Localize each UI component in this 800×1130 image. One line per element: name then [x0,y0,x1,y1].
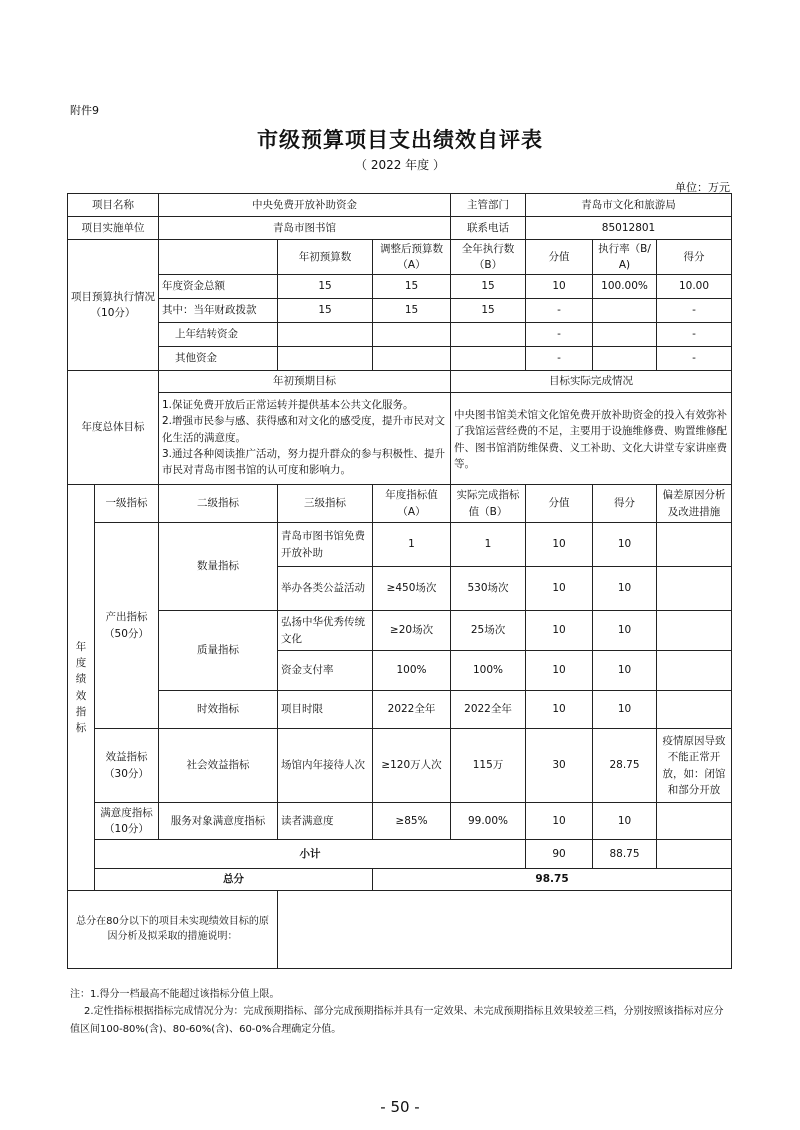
indicator-row [68,729,732,803]
indicator-actual: 1 [451,523,526,567]
indicator-score: 10 [593,691,657,729]
budget-row-name: 上年结转资金 [159,323,278,347]
budget-row-score: - [657,299,732,323]
subtotal-score-value: 90 [526,840,593,869]
indicator-name: 弘扬中华优秀传统文化 [278,611,373,651]
budget-row-score: - [657,323,732,347]
budget-row-score: 10.00 [657,275,732,299]
unit-label: 单位：万元 [675,181,730,194]
subtotal-score: 88.75 [593,840,657,869]
indicator-score-value: 10 [526,611,593,651]
budget-row-rate [593,323,657,347]
department-label: 主管部门 [451,194,526,217]
indicator-header-level2: 二级指标 [159,485,278,523]
budget-row-executed [451,323,526,347]
impl-unit-label: 项目实施单位 [68,217,159,240]
budget-header-blank [159,240,278,275]
indicator-target: ≥450场次 [373,567,451,611]
indicator-score: 10 [593,567,657,611]
social-benefit-label: 社会效益指标 [159,729,278,803]
expected-goal-item: 1.保证免费开放后正常运转并提供基本公共文化服务。 [162,399,414,411]
budget-row-rate [593,299,657,323]
indicator-row [68,611,732,651]
indicator-header-actual: 实际完成指标值（B） [451,485,526,523]
actual-goals-header: 目标实际完成情况 [451,371,732,393]
indicator-name: 举办各类公益活动 [278,567,373,611]
attachment-label: 附件9 [70,104,99,117]
project-name-label: 项目名称 [68,194,159,217]
budget-row-initial [278,323,373,347]
indicator-actual: 530场次 [451,567,526,611]
expected-goals-header: 年初预期目标 [159,371,451,393]
benefit-indicator-label: 效益指标（30分） [95,729,159,803]
indicator-target: ≥120万人次 [373,729,451,803]
indicator-row [68,803,732,840]
budget-row-executed [451,347,526,371]
indicator-actual: 99.00% [451,803,526,840]
indicator-name: 资金支付率 [278,651,373,691]
indicator-score-value: 10 [526,691,593,729]
budget-row-adjusted [373,323,451,347]
indicator-target: 2022全年 [373,691,451,729]
budget-row-score-value: 10 [526,275,593,299]
budget-row-executed: 15 [451,299,526,323]
budget-section-label: 项目预算执行情况（10分） [68,240,159,371]
indicator-deviation: 疫情原因导致不能正常开放，如：闭馆和部分开放 [657,729,732,803]
indicator-deviation [657,567,732,611]
reason-value [278,891,732,969]
indicator-score-value: 10 [526,523,593,567]
indicator-score: 10 [593,611,657,651]
indicator-header-score-value: 分值 [526,485,593,523]
indicator-score: 28.75 [593,729,657,803]
indicator-actual: 100% [451,651,526,691]
indicator-score: 10 [593,523,657,567]
output-indicator-label: 产出指标（50分） [95,523,159,729]
indicator-deviation [657,691,732,729]
budget-row-score: - [657,347,732,371]
subtotal-label: 小计 [95,840,526,869]
note-2: 2.定性指标根据指标完成情况分为：完成预期指标、部分完成预期指标并具有一定效果、未完成预期指标且效果较差三档，分别按照该指标对应分值区间100-80%(含)、80-60%(含)、60-0%合理确定分值。 [70,1006,724,1035]
indicator-deviation [657,651,732,691]
total-label: 总分 [95,869,373,891]
subtotal-row [68,840,732,869]
budget-row-name: 其中：当年财政拨款 [159,299,278,323]
indicator-actual: 25场次 [451,611,526,651]
indicator-target: ≥85% [373,803,451,840]
fiscal-year: （ 2022 年度 ） [355,158,445,172]
actual-goals-text: 中央图书馆美术馆文化馆免费开放补助资金的投入有效弥补了我馆运营经费的不足，主要用于设施维修费、购置维修配件、图书馆消防维保费、义工补助、文化大讲堂专家讲座费等。 [451,393,732,485]
expected-goal-item: 3.通过各种阅读推广活动，努力提升群众的参与积极性、提升市民对青岛市图书馆的认可度和影响力。 [162,447,446,477]
note-1: 注：1.得分一档最高不能超过该指标分值上限。 [70,989,280,1000]
budget-row-initial: 15 [278,275,373,299]
phone-label: 联系电话 [451,217,526,240]
indicator-score-value: 30 [526,729,593,803]
page-title: 市级预算项目支出绩效自评表 [257,128,543,152]
subtotal-deviation [657,840,732,869]
budget-row-initial [278,347,373,371]
budget-row-score-value: - [526,347,593,371]
budget-row [68,323,732,347]
department-value: 青岛市文化和旅游局 [526,194,732,217]
indicators-section-label: 年度绩效指标 [68,485,95,891]
indicator-header-level1: 一级指标 [95,485,159,523]
indicator-name: 场馆内年接待人次 [278,729,373,803]
timeliness-indicator-label: 时效指标 [159,691,278,729]
indicator-deviation [657,611,732,651]
page-number: - 50 - [380,1098,420,1116]
budget-row-adjusted: 15 [373,275,451,299]
indicator-score-value: 10 [526,803,593,840]
indicator-target: 1 [373,523,451,567]
indicator-score-value: 10 [526,651,593,691]
budget-header-rate: 执行率（B/A) [593,240,657,275]
indicator-score-value: 10 [526,567,593,611]
total-value: 98.75 [373,869,732,891]
budget-header-adjusted: 调整后预算数（A） [373,240,451,275]
budget-row-name: 年度资金总额 [159,275,278,299]
self-evaluation-table [67,193,732,969]
indicator-header-target: 年度指标值（A） [373,485,451,523]
indicator-row [68,691,732,729]
budget-row-score-value: - [526,323,593,347]
service-satisfaction-label: 服务对象满意度指标 [159,803,278,840]
indicator-row [68,523,732,567]
budget-row-adjusted [373,347,451,371]
expected-goal-item: 2.增强市民参与感、获得感和对文化的感受度，提升市民对文化生活的满意度。 [162,415,446,444]
indicator-target: 100% [373,651,451,691]
budget-row-rate: 100.00% [593,275,657,299]
budget-header-score-value: 分值 [526,240,593,275]
project-name-value: 中央免费开放补助资金 [159,194,451,217]
indicator-header-deviation: 偏差原因分析及改进措施 [657,485,732,523]
budget-row-score-value: - [526,299,593,323]
budget-row-adjusted: 15 [373,299,451,323]
indicator-score: 10 [593,651,657,691]
indicator-name: 青岛市图书馆免费开放补助 [278,523,373,567]
satisfaction-indicator-label: 满意度指标（10分） [95,803,159,840]
goals-section-label: 年度总体目标 [68,371,159,485]
budget-header-initial: 年初预算数 [278,240,373,275]
budget-row-executed: 15 [451,275,526,299]
indicator-header-level3: 三级指标 [278,485,373,523]
impl-unit-value: 青岛市图书馆 [159,217,451,240]
indicator-header-score: 得分 [593,485,657,523]
quality-indicator-label: 质量指标 [159,611,278,691]
total-row [68,869,732,891]
indicator-target: ≥20场次 [373,611,451,651]
budget-header-score: 得分 [657,240,732,275]
indicator-deviation [657,523,732,567]
reason-label: 总分在80分以下的项目未实现绩效目标的原因分析及拟采取的措施说明： [68,891,278,969]
budget-row-rate [593,347,657,371]
budget-row-initial: 15 [278,299,373,323]
budget-header-executed: 全年执行数（B） [451,240,526,275]
budget-row [68,275,732,299]
quantity-indicator-label: 数量指标 [159,523,278,611]
indicator-actual: 115万 [451,729,526,803]
budget-row-name: 其他资金 [159,347,278,371]
indicator-score: 10 [593,803,657,840]
indicator-name: 项目时限 [278,691,373,729]
indicator-actual: 2022全年 [451,691,526,729]
indicator-deviation [657,803,732,840]
indicator-name: 读者满意度 [278,803,373,840]
budget-row [68,299,732,323]
budget-row [68,347,732,371]
phone-value: 85012801 [526,217,732,240]
